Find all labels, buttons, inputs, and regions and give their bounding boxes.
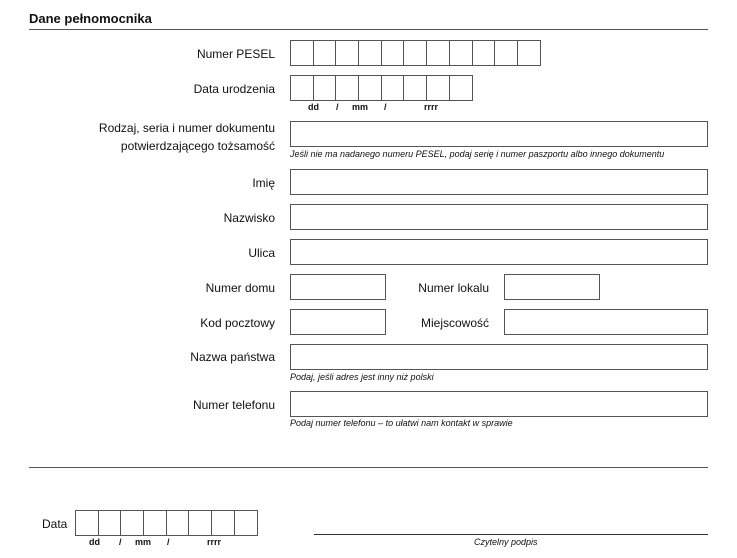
signature-label: Czytelny podpis bbox=[474, 537, 538, 547]
digit-cell[interactable] bbox=[120, 510, 144, 536]
digit-cell[interactable] bbox=[381, 75, 405, 101]
digit-cell[interactable] bbox=[517, 40, 541, 66]
section-title: Dane pełnomocnika bbox=[29, 11, 152, 26]
phone-field[interactable] bbox=[290, 391, 708, 417]
document-label-line2: potwierdzającego tożsamość bbox=[120, 139, 275, 153]
house-number-field[interactable] bbox=[290, 274, 386, 300]
format-sep: / bbox=[167, 537, 170, 547]
last-name-field[interactable] bbox=[290, 204, 708, 230]
digit-cell[interactable] bbox=[143, 510, 167, 536]
birth-date-cells[interactable] bbox=[290, 75, 472, 101]
digit-cell[interactable] bbox=[188, 510, 212, 536]
digit-cell[interactable] bbox=[403, 75, 427, 101]
signature-date-cells[interactable] bbox=[75, 510, 257, 536]
digit-cell[interactable] bbox=[472, 40, 496, 66]
digit-cell[interactable] bbox=[449, 75, 473, 101]
digit-cell[interactable] bbox=[234, 510, 258, 536]
digit-cell[interactable] bbox=[335, 40, 359, 66]
pesel-cells[interactable] bbox=[290, 40, 540, 66]
street-field[interactable] bbox=[290, 239, 708, 265]
city-field[interactable] bbox=[504, 309, 708, 335]
digit-cell[interactable] bbox=[98, 510, 122, 536]
format-dd: dd bbox=[308, 102, 319, 112]
section-divider bbox=[29, 467, 708, 468]
document-field[interactable] bbox=[290, 121, 708, 147]
digit-cell[interactable] bbox=[381, 40, 405, 66]
country-label: Nazwa państwa bbox=[190, 350, 275, 364]
postal-code-field[interactable] bbox=[290, 309, 386, 335]
last-name-label: Nazwisko bbox=[223, 211, 275, 225]
document-label bbox=[99, 119, 275, 155]
document-label-line1: Rodzaj, seria i numer dokumentu bbox=[98, 121, 275, 135]
digit-cell[interactable] bbox=[313, 40, 337, 66]
signature-date-label: Data bbox=[42, 517, 68, 531]
country-hint: Podaj, jeśli adres jest inny niż polski bbox=[290, 372, 434, 382]
digit-cell[interactable] bbox=[403, 40, 427, 66]
apartment-number-field[interactable] bbox=[504, 274, 600, 300]
format-sep: / bbox=[384, 102, 387, 112]
format-dd: dd bbox=[89, 537, 100, 547]
phone-hint: Podaj numer telefonu – to ułatwi nam kontakt w sprawie bbox=[290, 418, 513, 428]
digit-cell[interactable] bbox=[166, 510, 190, 536]
phone-label: Numer telefonu bbox=[192, 398, 275, 412]
format-sep: / bbox=[119, 537, 122, 547]
digit-cell[interactable] bbox=[494, 40, 518, 66]
digit-cell[interactable] bbox=[449, 40, 473, 66]
first-name-label: Imię bbox=[252, 176, 275, 190]
pesel-label: Numer PESEL bbox=[196, 47, 275, 61]
city-label: Miejscowość bbox=[420, 316, 489, 330]
title-divider bbox=[29, 29, 708, 30]
postal-code-label: Kod pocztowy bbox=[200, 316, 275, 330]
format-sep: / bbox=[336, 102, 339, 112]
digit-cell[interactable] bbox=[75, 510, 99, 536]
first-name-field[interactable] bbox=[290, 169, 708, 195]
digit-cell[interactable] bbox=[426, 75, 450, 101]
format-yyyy: rrrr bbox=[207, 537, 222, 547]
format-mm: mm bbox=[352, 102, 369, 112]
digit-cell[interactable] bbox=[358, 40, 382, 66]
street-label: Ulica bbox=[248, 246, 275, 260]
digit-cell[interactable] bbox=[358, 75, 382, 101]
format-mm: mm bbox=[135, 537, 152, 547]
signature-date-format bbox=[75, 537, 275, 549]
country-field[interactable] bbox=[290, 344, 708, 370]
digit-cell[interactable] bbox=[313, 75, 337, 101]
apartment-number-label: Numer lokalu bbox=[418, 281, 489, 295]
document-hint: Jeśli nie ma nadanego numeru PESEL, podaj serię i numer paszportu albo innego dokumentu bbox=[290, 149, 665, 159]
digit-cell[interactable] bbox=[290, 75, 314, 101]
format-yyyy: rrrr bbox=[424, 102, 439, 112]
digit-cell[interactable] bbox=[290, 40, 314, 66]
birth-date-format bbox=[290, 102, 490, 114]
birth-date-label: Data urodzenia bbox=[193, 82, 275, 96]
digit-cell[interactable] bbox=[426, 40, 450, 66]
signature-line bbox=[314, 534, 708, 535]
digit-cell[interactable] bbox=[335, 75, 359, 101]
house-number-label: Numer domu bbox=[205, 281, 275, 295]
digit-cell[interactable] bbox=[211, 510, 235, 536]
